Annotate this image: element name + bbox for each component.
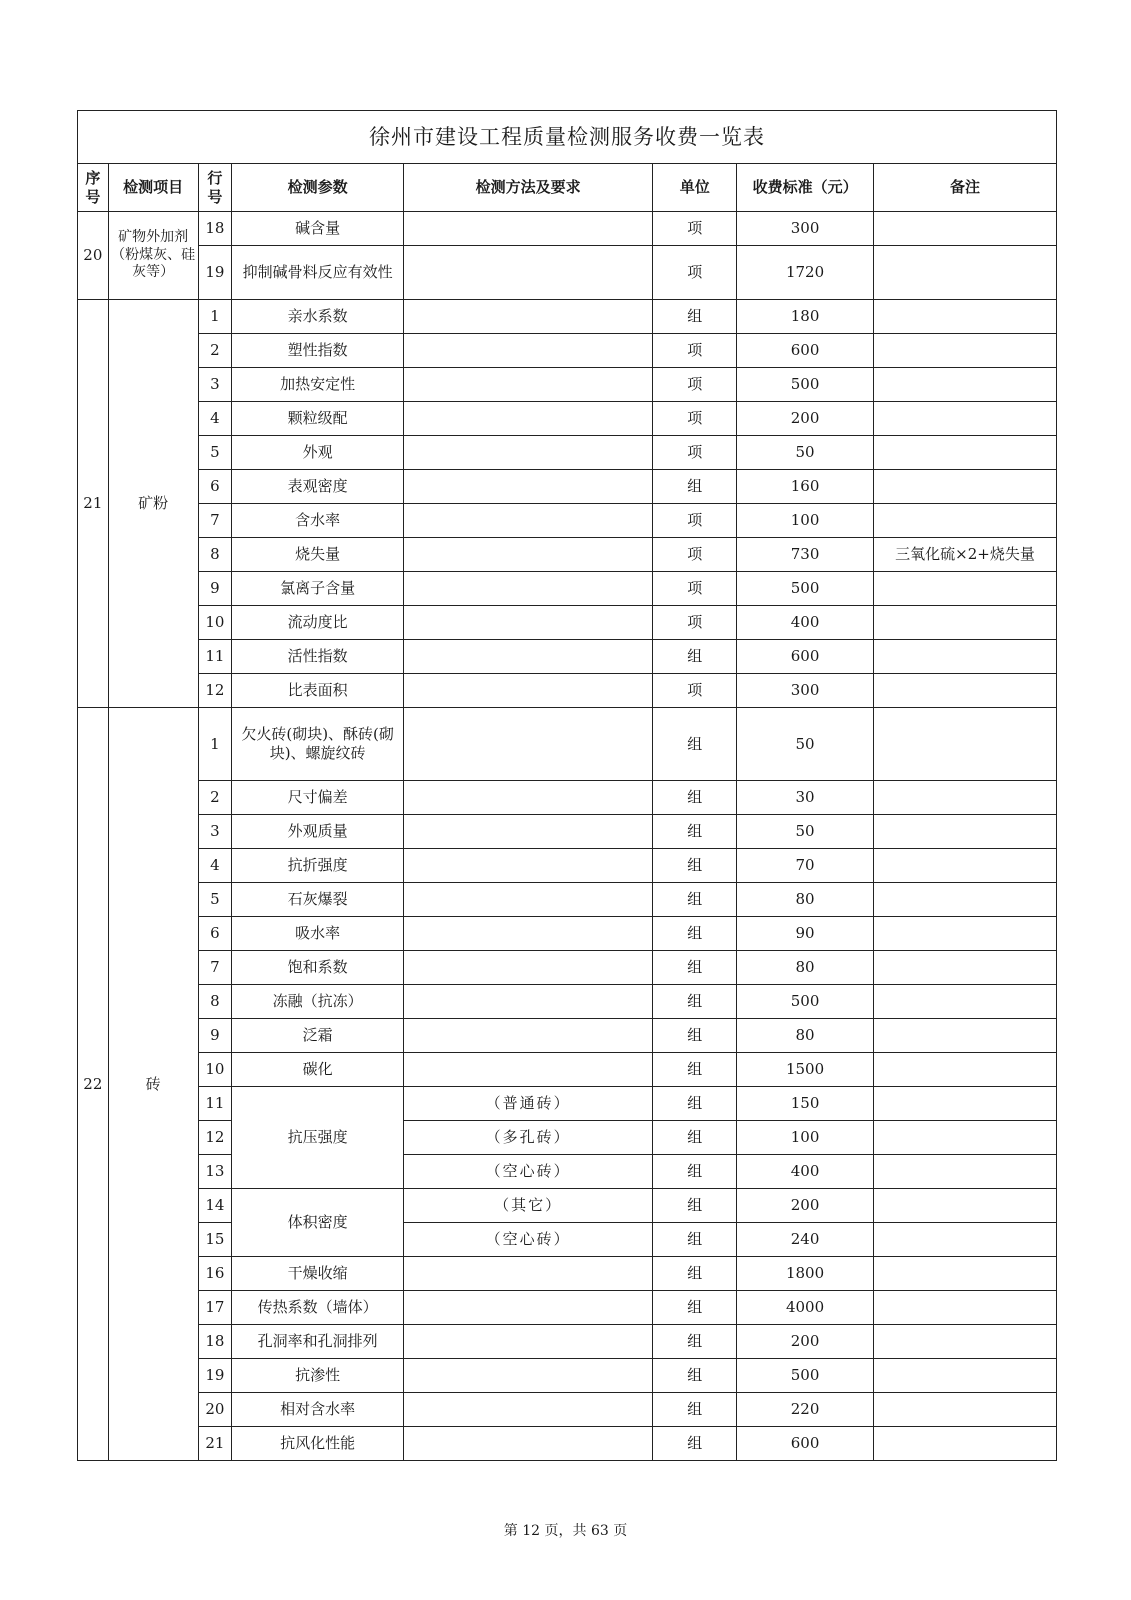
table-row [78,640,1057,674]
row-no-cell: 11 [198,640,232,674]
fee-cell: 180 [737,300,874,334]
title-row [78,111,1057,164]
group-seq-cell: 21 [78,300,109,708]
unit-cell: 项 [653,368,737,402]
note-cell: 三氧化硫×2+烧失量 [874,538,1057,572]
fee-cell: 80 [737,1019,874,1053]
param-cell: 尺寸偏差 [232,781,404,815]
note-cell [874,640,1057,674]
table-row [78,1019,1057,1053]
param-cell: 外观质量 [232,815,404,849]
param-cell: 碳化 [232,1053,404,1087]
row-no-cell: 7 [198,951,232,985]
param-cell: 流动度比 [232,606,404,640]
row-no-cell: 1 [198,708,232,781]
param-cell: 表观密度 [232,470,404,504]
table-row [78,538,1057,572]
method-cell: （空心砖） [403,1223,652,1257]
header-method: 检测方法及要求 [403,164,652,212]
row-no-cell: 11 [198,1087,232,1121]
table-row [78,849,1057,883]
row-no-cell: 18 [198,212,232,246]
header-row [78,164,1057,212]
fee-cell: 600 [737,640,874,674]
table-row [78,402,1057,436]
unit-cell: 组 [653,1257,737,1291]
header-row-no: 行号 [198,164,232,212]
table-row [78,1155,1057,1189]
method-cell: （其它） [403,1189,652,1223]
note-cell [874,1087,1057,1121]
unit-cell: 组 [653,1393,737,1427]
table-row [78,781,1057,815]
table-row [78,708,1057,781]
method-cell [403,883,652,917]
param-cell: 吸水率 [232,917,404,951]
table-row [78,212,1057,246]
unit-cell: 组 [653,917,737,951]
group-item-cell: 矿物外加剂（粉煤灰、硅灰等） [108,212,198,300]
note-cell [874,985,1057,1019]
unit-cell: 项 [653,436,737,470]
note-cell [874,212,1057,246]
unit-cell: 项 [653,212,737,246]
row-no-cell: 15 [198,1223,232,1257]
note-cell [874,1019,1057,1053]
unit-cell: 组 [653,1121,737,1155]
group-item-cell: 矿粉 [108,300,198,708]
note-cell [874,1291,1057,1325]
unit-cell: 组 [653,781,737,815]
unit-cell: 项 [653,572,737,606]
fee-cell: 70 [737,849,874,883]
fee-cell: 220 [737,1393,874,1427]
fee-cell: 300 [737,212,874,246]
table-row [78,1121,1057,1155]
note-cell [874,300,1057,334]
unit-cell: 组 [653,1359,737,1393]
method-cell [403,402,652,436]
row-no-cell: 7 [198,504,232,538]
method-cell [403,1019,652,1053]
note-cell [874,402,1057,436]
fee-cell: 1500 [737,1053,874,1087]
unit-cell: 项 [653,674,737,708]
method-cell [403,1359,652,1393]
unit-cell: 组 [653,849,737,883]
fee-cell: 200 [737,402,874,436]
method-cell [403,1427,652,1461]
method-cell [403,334,652,368]
method-cell [403,708,652,781]
table-row [78,1359,1057,1393]
fee-cell: 500 [737,985,874,1019]
unit-cell: 组 [653,985,737,1019]
method-cell [403,1053,652,1087]
param-cell: 加热安定性 [232,368,404,402]
note-cell [874,708,1057,781]
note-cell [874,1223,1057,1257]
param-cell: 传热系数（墙体） [232,1291,404,1325]
method-cell: （普通砖） [403,1087,652,1121]
param-cell: 烧失量 [232,538,404,572]
page-number: 第 12 页，共 63 页 [503,1523,628,1539]
row-no-cell: 4 [198,849,232,883]
note-cell [874,368,1057,402]
fee-cell: 1720 [737,246,874,300]
row-no-cell: 10 [198,1053,232,1087]
note-cell [874,1393,1057,1427]
table-row [78,606,1057,640]
method-cell: （多孔砖） [403,1121,652,1155]
fee-table [77,110,1057,1461]
unit-cell: 组 [653,1325,737,1359]
fee-cell: 50 [737,708,874,781]
method-cell [403,246,652,300]
table-row [78,674,1057,708]
row-no-cell: 8 [198,538,232,572]
method-cell: （空心砖） [403,1155,652,1189]
param-cell: 氯离子含量 [232,572,404,606]
table-row [78,1291,1057,1325]
param-cell: 比表面积 [232,674,404,708]
method-cell [403,1257,652,1291]
table-row [78,572,1057,606]
fee-cell: 150 [737,1087,874,1121]
fee-cell: 160 [737,470,874,504]
method-cell [403,917,652,951]
note-cell [874,1189,1057,1223]
method-cell [403,781,652,815]
row-no-cell: 10 [198,606,232,640]
method-cell [403,1393,652,1427]
note-cell [874,1427,1057,1461]
header-seq: 序号 [78,164,109,212]
param-cell: 冻融（抗冻） [232,985,404,1019]
table-row [78,334,1057,368]
unit-cell: 组 [653,1053,737,1087]
unit-cell: 组 [653,300,737,334]
method-cell [403,436,652,470]
param-cell: 颗粒级配 [232,402,404,436]
param-cell: 外观 [232,436,404,470]
method-cell [403,985,652,1019]
method-cell [403,849,652,883]
row-no-cell: 2 [198,781,232,815]
note-cell [874,1155,1057,1189]
row-no-cell: 9 [198,1019,232,1053]
unit-cell: 组 [653,1427,737,1461]
fee-cell: 80 [737,883,874,917]
unit-cell: 组 [653,815,737,849]
group-seq-cell: 20 [78,212,109,300]
fee-cell: 90 [737,917,874,951]
fee-cell: 500 [737,572,874,606]
note-cell [874,436,1057,470]
table-row [78,951,1057,985]
header-note: 备注 [874,164,1057,212]
header-param: 检测参数 [232,164,404,212]
row-no-cell: 21 [198,1427,232,1461]
note-cell [874,606,1057,640]
note-cell [874,849,1057,883]
method-cell [403,606,652,640]
note-cell [874,883,1057,917]
unit-cell: 项 [653,402,737,436]
row-no-cell: 17 [198,1291,232,1325]
method-cell [403,640,652,674]
row-no-cell: 20 [198,1393,232,1427]
table-row [78,1053,1057,1087]
fee-cell: 600 [737,334,874,368]
method-cell [403,1291,652,1325]
table-row [78,815,1057,849]
table-row [78,883,1057,917]
table-row [78,436,1057,470]
header-unit: 单位 [653,164,737,212]
note-cell [874,1359,1057,1393]
row-no-cell: 12 [198,1121,232,1155]
note-cell [874,951,1057,985]
note-cell [874,572,1057,606]
method-cell [403,368,652,402]
row-no-cell: 2 [198,334,232,368]
unit-cell: 项 [653,606,737,640]
table-row [78,504,1057,538]
fee-cell: 1800 [737,1257,874,1291]
fee-cell: 50 [737,436,874,470]
table-row [78,470,1057,504]
unit-cell: 组 [653,640,737,674]
fee-cell: 100 [737,504,874,538]
unit-cell: 组 [653,1087,737,1121]
note-cell [874,334,1057,368]
table-row [78,1223,1057,1257]
row-no-cell: 8 [198,985,232,1019]
param-cell: 欠火砖(砌块)、酥砖(砌块)、螺旋纹砖 [232,708,404,781]
fee-cell: 500 [737,368,874,402]
row-no-cell: 19 [198,1359,232,1393]
note-cell [874,1121,1057,1155]
unit-cell: 项 [653,504,737,538]
fee-cell: 80 [737,951,874,985]
fee-cell: 730 [737,538,874,572]
row-no-cell: 6 [198,470,232,504]
row-no-cell: 12 [198,674,232,708]
fee-cell: 240 [737,1223,874,1257]
fee-cell: 400 [737,1155,874,1189]
method-cell [403,572,652,606]
param-cell: 活性指数 [232,640,404,674]
row-no-cell: 9 [198,572,232,606]
fee-cell: 50 [737,815,874,849]
unit-cell: 项 [653,334,737,368]
param-cell: 抗压强度 [232,1087,404,1189]
unit-cell: 组 [653,1189,737,1223]
fee-cell: 30 [737,781,874,815]
row-no-cell: 14 [198,1189,232,1223]
unit-cell: 组 [653,1155,737,1189]
note-cell [874,1053,1057,1087]
row-no-cell: 3 [198,368,232,402]
note-cell [874,1257,1057,1291]
header-fee: 收费标准（元） [737,164,874,212]
method-cell [403,538,652,572]
method-cell [403,470,652,504]
param-cell: 泛霜 [232,1019,404,1053]
row-no-cell: 19 [198,246,232,300]
param-cell: 饱和系数 [232,951,404,985]
note-cell [874,781,1057,815]
method-cell [403,1325,652,1359]
param-cell: 抗风化性能 [232,1427,404,1461]
unit-cell: 组 [653,470,737,504]
note-cell [874,504,1057,538]
row-no-cell: 16 [198,1257,232,1291]
method-cell [403,300,652,334]
fee-cell: 500 [737,1359,874,1393]
header-item: 检测项目 [108,164,198,212]
fee-cell: 4000 [737,1291,874,1325]
row-no-cell: 6 [198,917,232,951]
fee-cell: 400 [737,606,874,640]
param-cell: 亲水系数 [232,300,404,334]
unit-cell: 组 [653,1223,737,1257]
param-cell: 塑性指数 [232,334,404,368]
fee-cell: 300 [737,674,874,708]
table-row [78,1189,1057,1223]
param-cell: 抑制碱骨料反应有效性 [232,246,404,300]
note-cell [874,674,1057,708]
param-cell: 抗渗性 [232,1359,404,1393]
table-row [78,1325,1057,1359]
note-cell [874,1325,1057,1359]
table-row [78,1393,1057,1427]
table-row [78,368,1057,402]
table-row [78,246,1057,300]
param-cell: 体积密度 [232,1189,404,1257]
table-title: 徐州市建设工程质量检测服务收费一览表 [78,111,1057,164]
method-cell [403,815,652,849]
row-no-cell: 5 [198,436,232,470]
table-row [78,1257,1057,1291]
row-no-cell: 4 [198,402,232,436]
fee-cell: 200 [737,1189,874,1223]
table-row [78,917,1057,951]
param-cell: 石灰爆裂 [232,883,404,917]
row-no-cell: 3 [198,815,232,849]
unit-cell: 组 [653,951,737,985]
note-cell [874,917,1057,951]
fee-cell: 100 [737,1121,874,1155]
param-cell: 孔洞率和孔洞排列 [232,1325,404,1359]
table-row [78,300,1057,334]
group-seq-cell: 22 [78,708,109,1461]
method-cell [403,674,652,708]
unit-cell: 组 [653,883,737,917]
param-cell: 干燥收缩 [232,1257,404,1291]
row-no-cell: 5 [198,883,232,917]
method-cell [403,212,652,246]
param-cell: 抗折强度 [232,849,404,883]
unit-cell: 组 [653,1019,737,1053]
note-cell [874,246,1057,300]
fee-cell: 200 [737,1325,874,1359]
unit-cell: 组 [653,1291,737,1325]
param-cell: 碱含量 [232,212,404,246]
unit-cell: 项 [653,246,737,300]
row-no-cell: 18 [198,1325,232,1359]
param-cell: 含水率 [232,504,404,538]
method-cell [403,504,652,538]
row-no-cell: 13 [198,1155,232,1189]
param-cell: 相对含水率 [232,1393,404,1427]
method-cell [403,951,652,985]
table-row [78,985,1057,1019]
unit-cell: 项 [653,538,737,572]
note-cell [874,815,1057,849]
fee-cell: 600 [737,1427,874,1461]
table-row [78,1427,1057,1461]
row-no-cell: 1 [198,300,232,334]
note-cell [874,470,1057,504]
group-item-cell: 砖 [108,708,198,1461]
unit-cell: 组 [653,708,737,781]
table-row [78,1087,1057,1121]
